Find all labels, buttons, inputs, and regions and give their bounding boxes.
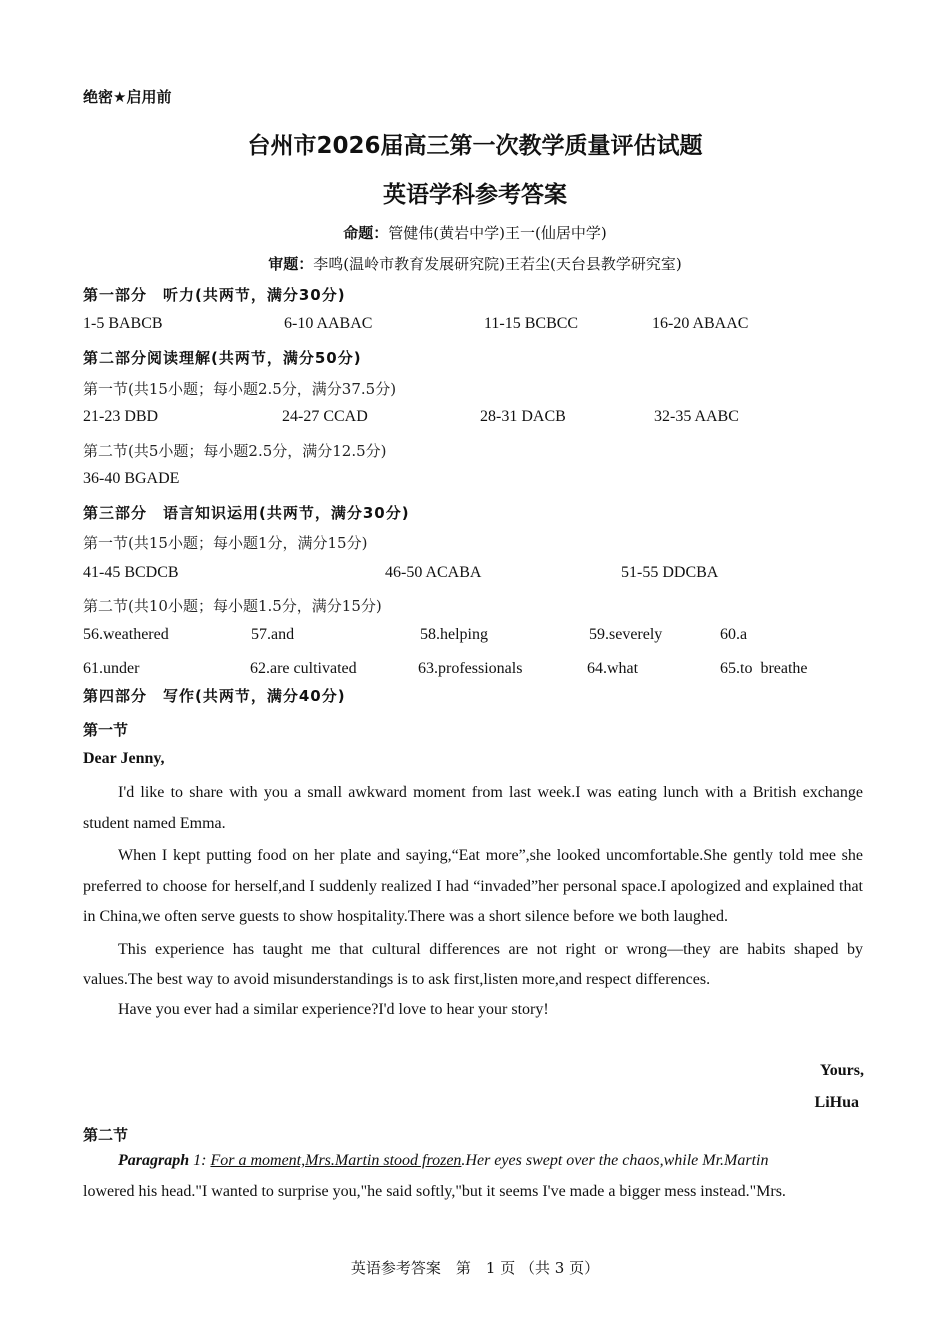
given-sentence: For a moment,Mrs.Martin stood frozen [210,1152,462,1169]
reviewers: 李鸣(温岭市教育发展研究院)王若尘(天台县教学研究室) [313,255,682,273]
part3-heading: 第三部分 语言知识运用(共两节，满分30分) [83,504,410,522]
answer-item: 56.weathered [83,626,169,643]
answer-group: 1-5 BABCB [83,315,163,332]
answer-item: 65.to breathe [720,660,808,677]
answer-group: 28-31 DACB [480,408,566,425]
author-label: 命题： [343,224,389,242]
part2-heading: 第二部分阅读理解(共两节，满分50分) [83,349,362,367]
letter-paragraph: Have you ever had a similar experience?I'd love to hear your story! [118,1000,549,1018]
continuation-writing [83,1146,863,1207]
answer-group: 16-20 ABAAC [652,315,749,332]
exam-title: 台州市2026届高三第一次教学质量评估试题 [247,133,703,159]
answer-item: 60.a [720,626,748,643]
part4-heading: 第四部分 写作(共两节，满分40分) [83,687,346,705]
answer-item: 57.and [251,626,295,643]
answer-group: 11-15 BCBCC [484,315,579,332]
page-footer: 英语参考答案 第 1 页 （共 3 页） [350,1259,600,1277]
letter-body [83,778,863,1024]
answer-group: 6-10 AABAC [284,315,373,332]
confidential-label: 绝密★启用前 [83,88,172,106]
answer-group: 51-55 DDCBA [621,564,719,581]
letter-paragraph: When I kept putting food on her plate and saying,“Eat more”,she looked uncomfortable.She gently told mee she preferred to choose for herself,and I suddenly realized I had “invaded”her personal space.I apologized and explained that in China,we often serve guests to show hospitality.There was a short silence before we both laughed. [83,847,863,925]
letter-salutation: Dear Jenny, [83,750,165,767]
letter-signature: LiHua [814,1094,859,1111]
answer-group: 36-40 BGADE [83,470,180,487]
answer-group: 46-50 ACABA [385,564,482,581]
paragraph-number: 1: [189,1152,211,1169]
part1-heading: 第一部分 听力(共两节，满分30分) [83,286,346,304]
reviewers-line [0,253,950,274]
part2-section1-heading: 第一节(共15小题；每小题2.5分，满分37.5分) [83,380,397,398]
letter-paragraph: This experience has taught me that cultural differences are not right or wrong—they are habits shaped by values.The best way to avoid misunderstandings is to ask first,listen more,and respect differences. [83,940,863,988]
answer-group: 32-35 AABC [654,408,739,425]
answer-item: 59.severely [589,626,663,643]
answer-group: 21-23 DBD [83,408,159,425]
continuation-paragraph [83,1146,863,1177]
page-title: 英语学科参考答案 [383,182,567,208]
answer-item: 62.are cultivated [250,660,357,677]
answer-item: 61.under [83,660,140,677]
answer-item: 64.what [587,660,639,677]
part3-section1-heading: 第一节(共15小题；每小题1分，满分15分) [83,534,368,552]
letter-closing: Yours, [819,1062,864,1079]
letter-paragraph: I'd like to share with you a small awkward moment from last week.I was eating lunch with a British exchange student named Emma. [83,784,863,832]
paragraph-text: .Her eyes swept over the chaos,while Mr.Martin [461,1152,769,1169]
answer-item: 63.professionals [418,660,523,677]
answer-group: 24-27 CCAD [282,408,368,425]
part4-section1-heading: 第一节 [83,721,129,739]
part3-section2-heading: 第二节(共10小题；每小题1.5分，满分15分) [83,597,382,615]
authors: 管健伟(黄岩中学)王一(仙居中学) [388,224,607,242]
answer-group: 41-45 BCDCB [83,564,179,581]
part4-section2-heading: 第二节 [83,1126,129,1144]
continuation-line: lowered his head."I wanted to surprise you,"he said softly,"but it seems I've made a bigger mess instead."Mrs. [83,1182,786,1200]
reviewer-label: 审题： [268,255,314,273]
authors-line [0,222,950,243]
part2-section2-heading: 第二节(共5小题；每小题2.5分，满分12.5分) [83,442,387,460]
paragraph-label: Paragraph [118,1152,190,1169]
answer-item: 58.helping [420,626,488,643]
